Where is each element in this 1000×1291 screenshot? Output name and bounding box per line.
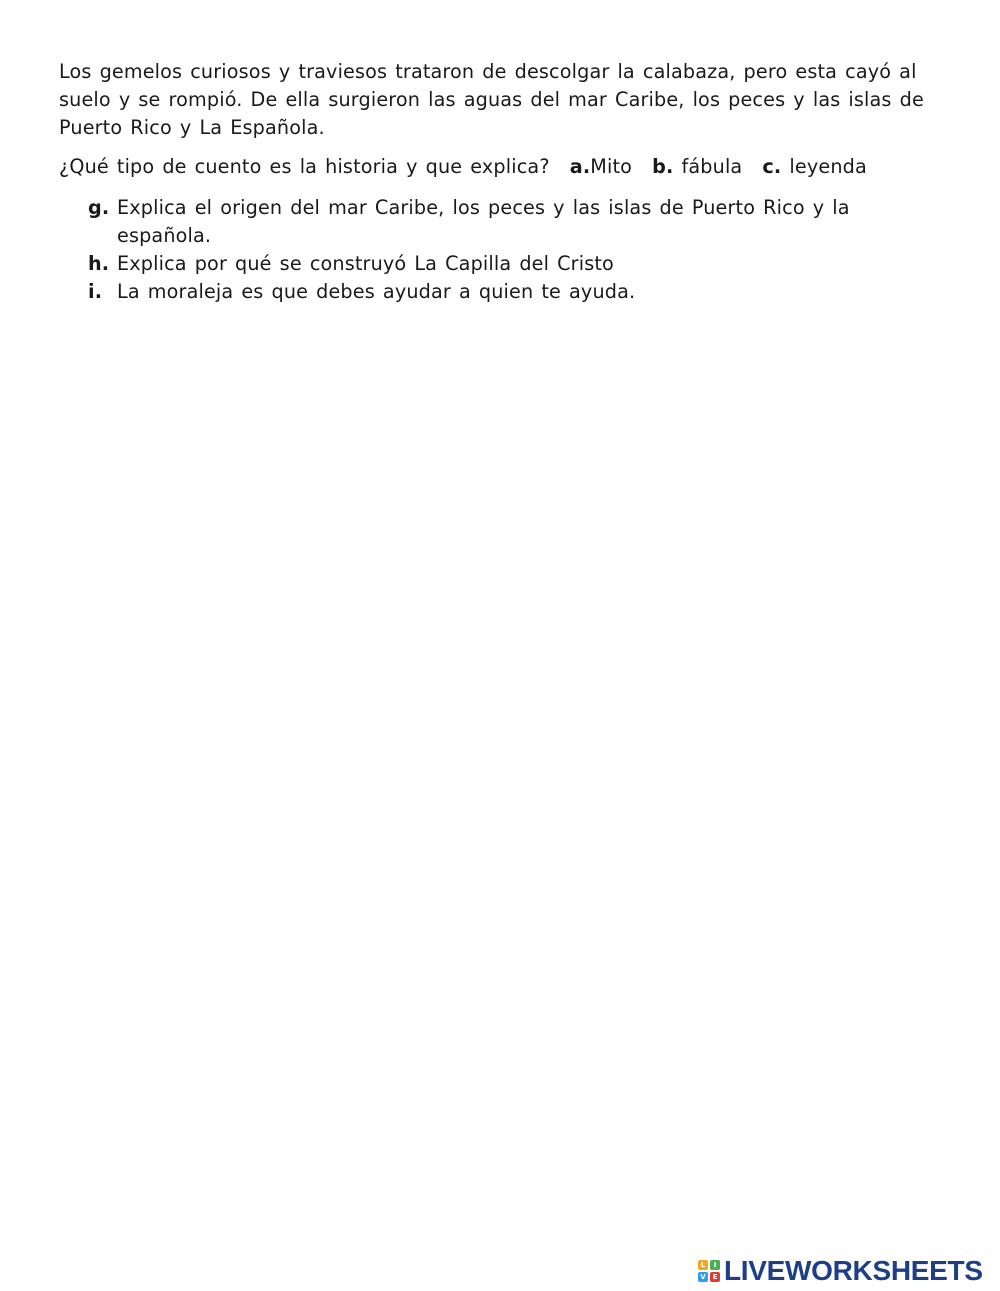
answer-text: Explica el origen del mar Caribe, los peces y las islas de Puerto Rico y la española. — [117, 196, 850, 247]
answer-item[interactable] — [59, 194, 939, 250]
story-passage: Los gemelos curiosos y traviesos trataron de descolgar la calabaza, pero esta cayó al suelo y se rompió. De ella surgieron las aguas del mar Caribe, los peces y las islas de Puerto Rico y La Española. — [59, 60, 924, 139]
option-a-label[interactable]: Mito — [590, 155, 633, 178]
option-c-letter: c. — [762, 155, 782, 178]
option-b-letter: b. — [652, 155, 674, 178]
answer-marker: i. — [88, 280, 103, 303]
answer-item[interactable] — [59, 250, 939, 278]
logo-text: LIVEWORKSHEETS — [724, 1255, 983, 1286]
answer-item[interactable] — [59, 278, 939, 306]
answer-list — [59, 194, 939, 306]
logo-block-v: V — [698, 1272, 708, 1282]
answer-text: La moraleja es que debes ayudar a quien te ayuda. — [117, 280, 636, 303]
question-text: ¿Qué tipo de cuento es la historia y que explica? — [59, 155, 550, 178]
logo-block-l: L — [698, 1260, 708, 1270]
option-c-label[interactable]: leyenda — [789, 155, 867, 178]
answer-marker: g. — [88, 196, 110, 219]
option-a-letter: a. — [569, 155, 591, 178]
answer-marker: h. — [88, 252, 110, 275]
logo-block-e: E — [710, 1272, 720, 1282]
liveworksheets-logo — [698, 1253, 983, 1289]
answer-text: Explica por qué se construyó La Capilla del Cristo — [117, 252, 614, 275]
question — [59, 153, 939, 181]
option-b-label[interactable]: fábula — [681, 155, 743, 178]
worksheet — [59, 58, 939, 306]
logo-blocks-icon — [698, 1260, 720, 1282]
logo-block-i: I — [710, 1260, 720, 1270]
